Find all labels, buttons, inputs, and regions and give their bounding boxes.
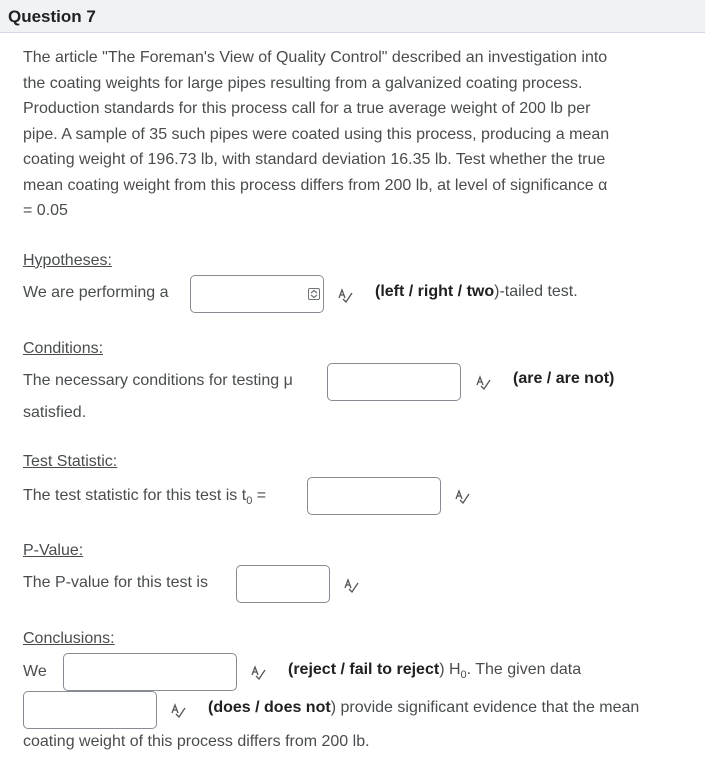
conditions-suffix: satisfied. xyxy=(23,404,87,421)
conditions-options xyxy=(513,370,614,388)
hypotheses-heading: Hypotheses: xyxy=(23,252,112,269)
opt-paren: ) xyxy=(609,370,615,387)
problem-line: pipe. A sample of 35 such pipes were coated using this process, producing a mean xyxy=(23,125,610,143)
dropdown-spinner-icon[interactable] xyxy=(308,288,320,300)
opt-does-not: does not xyxy=(264,699,331,716)
opt-paren: ( xyxy=(375,283,381,300)
problem-line: Production standards for this process call for a true average weight of 200 lb per xyxy=(23,100,591,117)
conditions-heading: Conditions: xyxy=(23,340,104,357)
test-statistic-prefix xyxy=(23,483,266,514)
spell-check-icon[interactable] xyxy=(250,664,266,680)
given-data-text: . The given data xyxy=(466,661,582,678)
spell-check-icon[interactable] xyxy=(170,702,186,718)
question-header xyxy=(0,0,705,33)
p-value-input[interactable] xyxy=(236,565,330,603)
hypotheses-prefix: We are performing a xyxy=(23,284,169,301)
conclusions-heading: Conclusions: xyxy=(23,630,115,647)
evidence-options xyxy=(208,699,639,717)
question-title: Question 7 xyxy=(8,7,96,26)
evidence-decision-input[interactable] xyxy=(23,691,157,729)
test-statistic-heading: Test Statistic: xyxy=(23,453,118,470)
opt-tail-text: )-tailed test. xyxy=(494,283,578,300)
conditions-input[interactable] xyxy=(327,363,461,401)
opt-fail-to-reject: fail to reject xyxy=(349,661,440,678)
p-value-heading: P-Value: xyxy=(23,542,84,559)
spell-check-icon[interactable] xyxy=(475,374,491,390)
opt-paren: ( xyxy=(513,370,519,387)
opt-h-text: ) H xyxy=(439,661,461,678)
test-statistic-input[interactable] xyxy=(307,477,441,515)
problem-line: The article "The Foreman's View of Quality Control" described an investigation into xyxy=(23,49,608,66)
equals-sign: = xyxy=(252,487,267,504)
problem-text xyxy=(23,45,683,224)
problem-line: mean coating weight from this process differs from 200 lb, at level of significance α xyxy=(23,176,608,194)
spell-check-icon[interactable] xyxy=(343,577,359,593)
test-statistic-text: The test statistic for this test is t xyxy=(23,487,247,504)
opt-sep: / xyxy=(404,283,418,300)
p-value-prefix: The P-value for this test is xyxy=(23,574,208,591)
t-subscript: 0 xyxy=(246,495,253,508)
opt-sep: / xyxy=(250,699,265,716)
tail-options xyxy=(375,283,578,301)
problem-line: coating weight of 196.73 lb, with standard deviation 16.35 lb. Test whether the true xyxy=(23,151,606,168)
opt-two: two xyxy=(466,283,495,300)
opt-right: right xyxy=(417,283,454,300)
problem-line: the coating weights for large pipes resulting from a galvanized coating process. xyxy=(23,74,583,92)
tail-type-input[interactable] xyxy=(190,275,324,313)
conclusion-final-line: coating weight of this process differs from 200 lb. xyxy=(23,733,370,750)
reject-options xyxy=(288,661,581,681)
spell-check-icon[interactable] xyxy=(337,287,353,303)
conditions-prefix: The necessary conditions for testing μ xyxy=(23,372,293,389)
opt-paren: ( xyxy=(208,699,214,716)
reject-decision-input[interactable] xyxy=(63,653,237,691)
opt-does: does xyxy=(213,699,251,716)
evidence-text: ) provide significant evidence that the mean xyxy=(330,699,640,716)
opt-sep: / xyxy=(542,370,556,387)
opt-are-not: are not xyxy=(555,370,610,387)
opt-reject: reject xyxy=(293,661,337,678)
opt-sep: / xyxy=(336,661,350,678)
problem-line: = 0.05 xyxy=(23,202,68,219)
opt-left: left xyxy=(380,283,405,300)
opt-sep: / xyxy=(453,283,467,300)
conclusions-we: We xyxy=(23,663,47,680)
opt-are: are xyxy=(518,370,543,387)
spell-check-icon[interactable] xyxy=(454,488,470,504)
opt-paren: ( xyxy=(288,661,294,678)
h-subscript: 0 xyxy=(460,669,467,682)
